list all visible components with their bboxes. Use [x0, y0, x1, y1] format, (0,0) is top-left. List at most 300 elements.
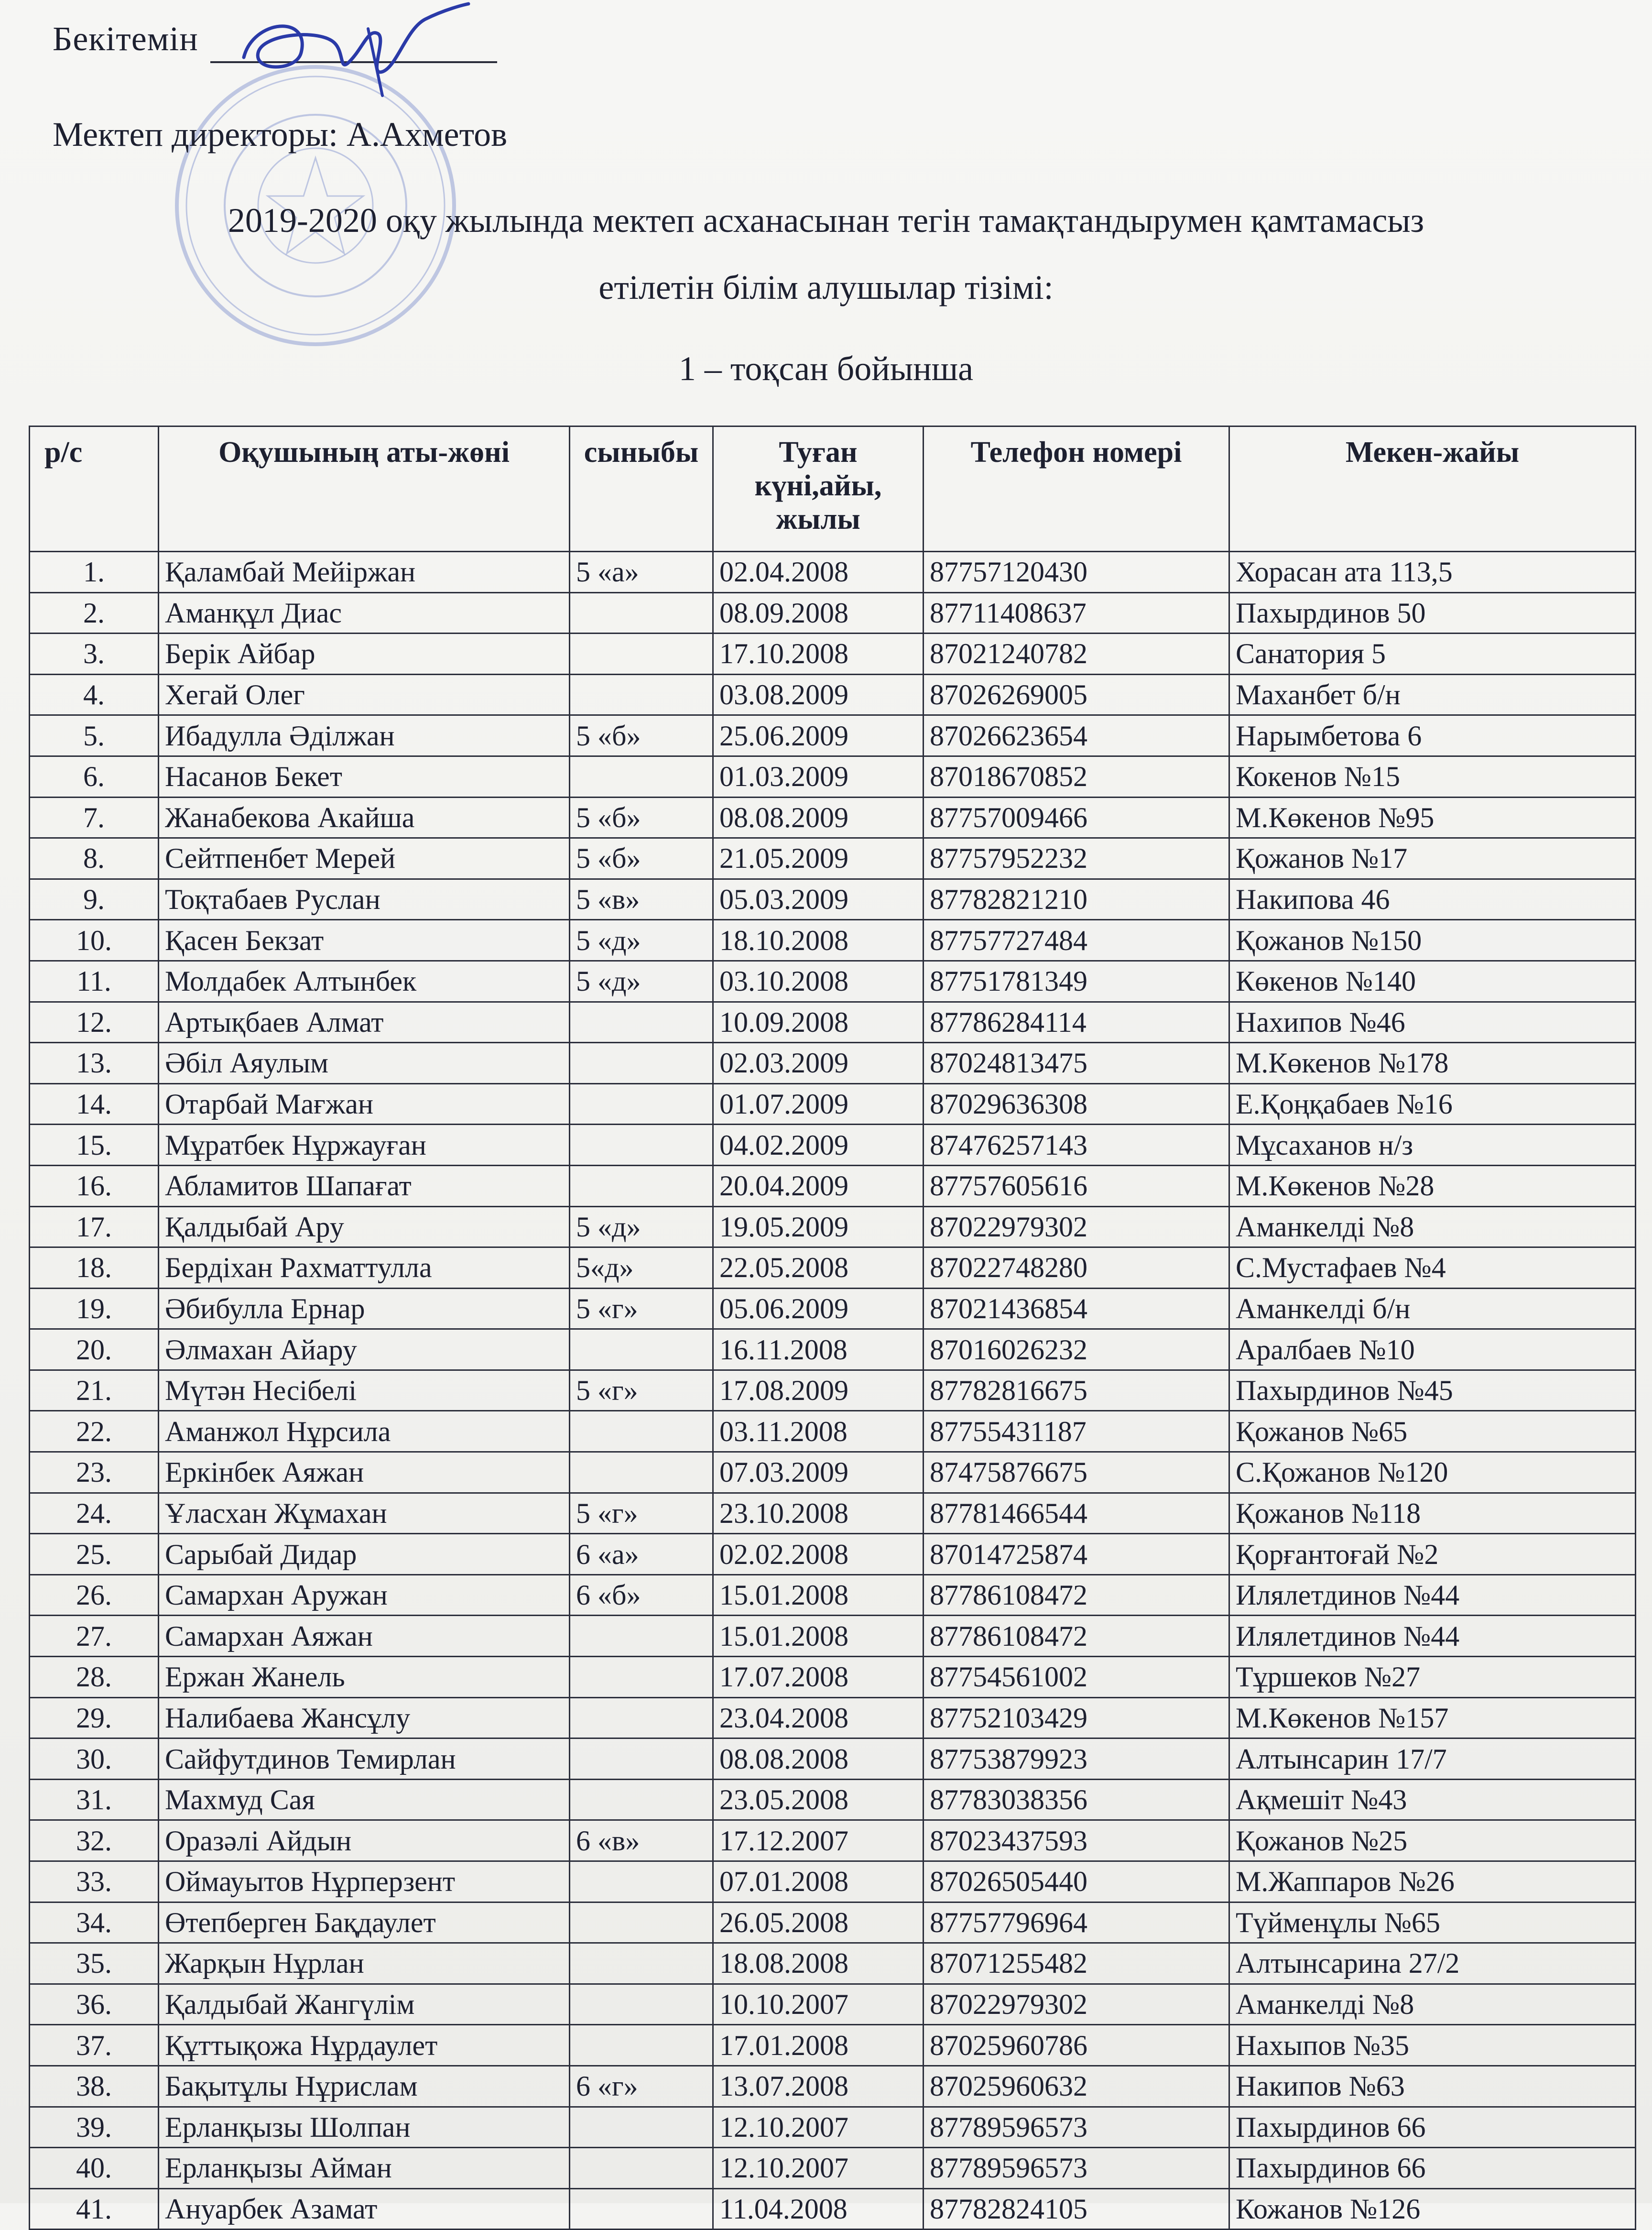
phone-number: 87071255482 [924, 1943, 1229, 1984]
student-name: Өтепберген Бақдаулет [159, 1902, 570, 1943]
table-row [30, 961, 1636, 1002]
phone-number: 87475876675 [924, 1452, 1229, 1493]
address: Қорғантоғай №2 [1229, 1534, 1636, 1575]
student-grade [570, 1697, 713, 1738]
address: С.Қожанов №120 [1229, 1452, 1636, 1493]
student-grade: 5 «б» [570, 797, 713, 838]
student-grade: 6 «а» [570, 1534, 713, 1575]
student-grade: 5 «г» [570, 1370, 713, 1411]
phone-number: 87757009466 [924, 797, 1229, 838]
birth-date: 17.12.2007 [713, 1820, 924, 1861]
table-row [30, 1697, 1636, 1738]
address: Аманкелді б/н [1229, 1288, 1636, 1329]
birth-date: 19.05.2009 [713, 1206, 924, 1247]
birth-date: 05.03.2009 [713, 879, 924, 920]
director-signature [225, 0, 473, 105]
table-row [30, 2107, 1636, 2148]
address: Түйменұлы №65 [1229, 1902, 1636, 1943]
birth-date: 04.02.2009 [713, 1125, 924, 1166]
student-name: Сайфутдинов Темирлан [159, 1738, 570, 1780]
phone-number: 87025960632 [924, 2066, 1229, 2107]
document-title: 2019-2020 оқу жылында мектеп асханасынан тегін тамақтандырумен қамтамасыз [228, 201, 1424, 240]
row-number: 30. [30, 1738, 159, 1780]
birth-date: 17.08.2009 [713, 1370, 924, 1411]
row-number: 17. [30, 1206, 159, 1247]
student-grade [570, 1411, 713, 1452]
phone-number: 87751781349 [924, 961, 1229, 1002]
student-grade: 5 «г» [570, 1493, 713, 1534]
phone-number: 87789596573 [924, 2107, 1229, 2148]
row-number: 26. [30, 1574, 159, 1616]
address: М.Көкенов №95 [1229, 797, 1636, 838]
student-grade: 6 «в» [570, 1820, 713, 1861]
phone-number: 87026623654 [924, 715, 1229, 756]
student-name: Аманқұл Диас [159, 592, 570, 634]
row-number: 11. [30, 961, 159, 1002]
student-grade [570, 1083, 713, 1125]
row-number: 15. [30, 1125, 159, 1166]
student-name: Насанов Бекет [159, 756, 570, 797]
address: Кокенов №15 [1229, 756, 1636, 797]
row-number: 36. [30, 1984, 159, 2025]
row-number: 29. [30, 1697, 159, 1738]
column-header-birthdate: Туған күні,айы, жылы [713, 426, 924, 552]
phone-number: 87757952232 [924, 838, 1229, 879]
row-number: 9. [30, 879, 159, 920]
student-grade [570, 1002, 713, 1043]
table-row [30, 756, 1636, 797]
row-number: 18. [30, 1247, 159, 1289]
phone-number: 87023437593 [924, 1820, 1229, 1861]
student-grade [570, 2107, 713, 2148]
students-table [29, 426, 1636, 2230]
column-header-name: Оқушының аты-жөні [159, 426, 570, 552]
row-number: 37. [30, 2025, 159, 2066]
address: Нахипов №46 [1229, 1002, 1636, 1043]
phone-number: 87757727484 [924, 920, 1229, 961]
phone-number: 87711408637 [924, 592, 1229, 634]
table-row [30, 1083, 1636, 1125]
birth-date: 01.03.2009 [713, 756, 924, 797]
row-number: 19. [30, 1288, 159, 1329]
column-header-number: р/с [30, 426, 159, 552]
phone-number: 87781466544 [924, 1493, 1229, 1534]
table-row [30, 2025, 1636, 2066]
row-number: 27. [30, 1616, 159, 1657]
row-number: 32. [30, 1820, 159, 1861]
birth-date: 21.05.2009 [713, 838, 924, 879]
student-grade: 5«д» [570, 1247, 713, 1289]
student-grade [570, 592, 713, 634]
birth-date: 01.07.2009 [713, 1083, 924, 1125]
phone-number: 87016026232 [924, 1329, 1229, 1370]
student-name: Мүтән Несібелі [159, 1370, 570, 1411]
student-grade: 5 «б» [570, 838, 713, 879]
address: Мұсаханов н/з [1229, 1125, 1636, 1166]
table-row [30, 1779, 1636, 1820]
student-grade: 5 «г» [570, 1288, 713, 1329]
student-grade [570, 674, 713, 715]
address: Алтынсарин 17/7 [1229, 1738, 1636, 1780]
student-grade: 5 «б» [570, 715, 713, 756]
table-row [30, 1452, 1636, 1493]
approval-label: Бекітемін [53, 20, 198, 58]
table-row [30, 1984, 1636, 2025]
address: Қожанов №65 [1229, 1411, 1636, 1452]
student-name: Берік Айбар [159, 634, 570, 675]
birth-date: 08.09.2008 [713, 592, 924, 634]
phone-number: 87757796964 [924, 1902, 1229, 1943]
student-grade [570, 1452, 713, 1493]
student-grade: 5 «д» [570, 961, 713, 1002]
row-number: 35. [30, 1943, 159, 1984]
student-grade: 5 «д» [570, 1206, 713, 1247]
address: Илялетдинов №44 [1229, 1574, 1636, 1616]
row-number: 38. [30, 2066, 159, 2107]
table-row [30, 1002, 1636, 1043]
student-name: Ержан Жанель [159, 1657, 570, 1698]
phone-number: 87754561002 [924, 1657, 1229, 1698]
birth-date: 22.05.2008 [713, 1247, 924, 1289]
student-name: Сарыбай Дидар [159, 1534, 570, 1575]
student-name: Жанабекова Акайша [159, 797, 570, 838]
student-grade [570, 2188, 713, 2230]
address: Көкенов №140 [1229, 961, 1636, 1002]
row-number: 25. [30, 1534, 159, 1575]
address: Қожанов №118 [1229, 1493, 1636, 1534]
birth-date: 15.01.2008 [713, 1574, 924, 1616]
table-row [30, 879, 1636, 920]
address: Кожанов №126 [1229, 2188, 1636, 2230]
student-grade: 5 «в» [570, 879, 713, 920]
phone-number: 87786108472 [924, 1616, 1229, 1657]
student-grade [570, 1043, 713, 1084]
column-header-address: Мекен-жайы [1229, 426, 1636, 552]
student-name: Ануарбек Азамат [159, 2188, 570, 2230]
birth-date: 10.09.2008 [713, 1002, 924, 1043]
row-number: 16. [30, 1165, 159, 1206]
student-name: Мұратбек Нұржауған [159, 1125, 570, 1166]
table-row [30, 2066, 1636, 2107]
row-number: 31. [30, 1779, 159, 1820]
table-row [30, 552, 1636, 593]
phone-number: 87025960786 [924, 2025, 1229, 2066]
birth-date: 16.11.2008 [713, 1329, 924, 1370]
row-number: 20. [30, 1329, 159, 1370]
table-row [30, 1574, 1636, 1616]
address: Ақмешіт №43 [1229, 1779, 1636, 1820]
table-body [30, 552, 1636, 2230]
phone-number: 87014725874 [924, 1534, 1229, 1575]
student-grade [570, 1329, 713, 1370]
phone-number: 87753879923 [924, 1738, 1229, 1780]
table-row [30, 1902, 1636, 1943]
birth-date: 05.06.2009 [713, 1288, 924, 1329]
birth-date: 03.11.2008 [713, 1411, 924, 1452]
phone-number: 87783038356 [924, 1779, 1229, 1820]
table-row [30, 1616, 1636, 1657]
student-grade: 6 «б» [570, 1574, 713, 1616]
table-row [30, 2148, 1636, 2189]
address: Пахырдинов 66 [1229, 2148, 1636, 2189]
table-row [30, 1288, 1636, 1329]
student-grade [570, 634, 713, 675]
student-name: Әбіл Аяулым [159, 1043, 570, 1084]
row-number: 10. [30, 920, 159, 961]
birth-date: 23.05.2008 [713, 1779, 924, 1820]
phone-number: 87757605616 [924, 1165, 1229, 1206]
birth-date: 07.03.2009 [713, 1452, 924, 1493]
student-grade [570, 1984, 713, 2025]
document-title-continued: етілетін білім алушылар тізімі: [598, 268, 1054, 306]
row-number: 2. [30, 592, 159, 634]
birth-date: 26.05.2008 [713, 1902, 924, 1943]
row-number: 8. [30, 838, 159, 879]
birth-date: 02.04.2008 [713, 552, 924, 593]
student-name: Әбибулла Ернар [159, 1288, 570, 1329]
student-name: Бердіхан Рахматтулла [159, 1247, 570, 1289]
table-row [30, 592, 1636, 634]
row-number: 24. [30, 1493, 159, 1534]
student-grade [570, 1943, 713, 1984]
phone-number: 87786108472 [924, 1574, 1229, 1616]
birth-date: 10.10.2007 [713, 1984, 924, 2025]
table-row [30, 1329, 1636, 1370]
row-number: 22. [30, 1411, 159, 1452]
address: М.Көкенов №28 [1229, 1165, 1636, 1206]
birth-date: 07.01.2008 [713, 1861, 924, 1902]
phone-number: 87786284114 [924, 1002, 1229, 1043]
table-row [30, 1165, 1636, 1206]
table-row [30, 1370, 1636, 1411]
birth-date: 18.08.2008 [713, 1943, 924, 1984]
student-name: Молдабек Алтынбек [159, 961, 570, 1002]
row-number: 3. [30, 634, 159, 675]
phone-number: 87789596573 [924, 2148, 1229, 2189]
table-row [30, 838, 1636, 879]
address: С.Мустафаев №4 [1229, 1247, 1636, 1289]
student-name: Отарбай Мағжан [159, 1083, 570, 1125]
student-name: Бақытұлы Нұрислам [159, 2066, 570, 2107]
table-row [30, 1043, 1636, 1084]
birth-date: 02.02.2008 [713, 1534, 924, 1575]
birth-date: 17.01.2008 [713, 2025, 924, 2066]
student-grade [570, 1779, 713, 1820]
phone-number: 87026269005 [924, 674, 1229, 715]
table-row [30, 1206, 1636, 1247]
address: Қожанов №25 [1229, 1820, 1636, 1861]
table-row [30, 715, 1636, 756]
address: Пахырдинов 50 [1229, 592, 1636, 634]
student-grade [570, 2025, 713, 2066]
table-row [30, 2188, 1636, 2230]
phone-number: 87021240782 [924, 634, 1229, 675]
row-number: 4. [30, 674, 159, 715]
table-row [30, 1411, 1636, 1452]
student-name: Хегай Олег [159, 674, 570, 715]
student-grade [570, 1657, 713, 1698]
row-number: 7. [30, 797, 159, 838]
row-number: 41. [30, 2188, 159, 2230]
row-number: 23. [30, 1452, 159, 1493]
table-row [30, 1861, 1636, 1902]
row-number: 40. [30, 2148, 159, 2189]
address: Аманкелді №8 [1229, 1206, 1636, 1247]
address: Накипов №63 [1229, 2066, 1636, 2107]
birth-date: 02.03.2009 [713, 1043, 924, 1084]
address: М.Көкенов №157 [1229, 1697, 1636, 1738]
address: Нахыпов №35 [1229, 2025, 1636, 2066]
row-number: 14. [30, 1083, 159, 1125]
row-number: 33. [30, 1861, 159, 1902]
student-name: Қалдыбай Жангүлім [159, 1984, 570, 2025]
phone-number: 87022748280 [924, 1247, 1229, 1289]
table-row [30, 1657, 1636, 1698]
birth-date: 20.04.2009 [713, 1165, 924, 1206]
table-header-row [30, 426, 1636, 552]
phone-number: 87022979302 [924, 1984, 1229, 2025]
address: Илялетдинов №44 [1229, 1616, 1636, 1657]
birth-date: 23.10.2008 [713, 1493, 924, 1534]
student-name: Ерланқызы Шолпан [159, 2107, 570, 2148]
phone-number: 87782821210 [924, 879, 1229, 920]
birth-date: 25.06.2009 [713, 715, 924, 756]
row-number: 6. [30, 756, 159, 797]
student-name: Қалдыбай Ару [159, 1206, 570, 1247]
birth-date: 15.01.2008 [713, 1616, 924, 1657]
phone-number: 87476257143 [924, 1125, 1229, 1166]
student-name: Абламитов Шапағат [159, 1165, 570, 1206]
birth-date: 03.08.2009 [713, 674, 924, 715]
student-name: Махмуд Сая [159, 1779, 570, 1820]
student-name: Оймауытов Нұрперзент [159, 1861, 570, 1902]
address: Қожанов №150 [1229, 920, 1636, 961]
table-row [30, 1247, 1636, 1289]
phone-number: 87021436854 [924, 1288, 1229, 1329]
student-name: Аманжол Нұрсила [159, 1411, 570, 1452]
table-row [30, 1534, 1636, 1575]
phone-number: 87024813475 [924, 1043, 1229, 1084]
student-grade: 5 «д» [570, 920, 713, 961]
student-grade [570, 756, 713, 797]
student-grade [570, 1165, 713, 1206]
table-row [30, 1820, 1636, 1861]
birth-date: 13.07.2008 [713, 2066, 924, 2107]
student-name: Еркінбек Аяжан [159, 1452, 570, 1493]
birth-date: 08.08.2008 [713, 1738, 924, 1780]
row-number: 5. [30, 715, 159, 756]
student-name: Ерланқызы Айман [159, 2148, 570, 2189]
phone-number: 87752103429 [924, 1697, 1229, 1738]
table-row [30, 674, 1636, 715]
row-number: 34. [30, 1902, 159, 1943]
row-number: 13. [30, 1043, 159, 1084]
table-row [30, 1493, 1636, 1534]
address: Пахырдинов 66 [1229, 2107, 1636, 2148]
student-grade: 5 «а» [570, 552, 713, 593]
phone-number: 87755431187 [924, 1411, 1229, 1452]
student-grade: 6 «г» [570, 2066, 713, 2107]
student-name: Әлмахан Айару [159, 1329, 570, 1370]
birth-date: 23.04.2008 [713, 1697, 924, 1738]
phone-number: 87757120430 [924, 552, 1229, 593]
table-row [30, 1125, 1636, 1166]
birth-date: 12.10.2007 [713, 2148, 924, 2189]
address: Тұршеков №27 [1229, 1657, 1636, 1698]
student-grade [570, 1738, 713, 1780]
student-name: Налибаева Жансұлу [159, 1697, 570, 1738]
student-grade [570, 1902, 713, 1943]
quarter-label: 1 – тоқсан бойынша [678, 350, 974, 388]
column-header-phone: Телефон номері [924, 426, 1229, 552]
student-grade [570, 1616, 713, 1657]
address: Маханбет б/н [1229, 674, 1636, 715]
student-name: Самархан Аяжан [159, 1616, 570, 1657]
address: Накипова 46 [1229, 879, 1636, 920]
phone-number: 87782824105 [924, 2188, 1229, 2230]
table-row [30, 634, 1636, 675]
student-name: Тоқтабаев Руслан [159, 879, 570, 920]
phone-number: 87782816675 [924, 1370, 1229, 1411]
address: Аралбаев №10 [1229, 1329, 1636, 1370]
address: Алтынсарина 27/2 [1229, 1943, 1636, 1984]
table-row [30, 920, 1636, 961]
address: М.Көкенов №178 [1229, 1043, 1636, 1084]
table-row [30, 797, 1636, 838]
table-row [30, 1943, 1636, 1984]
address: Қожанов №17 [1229, 838, 1636, 879]
birth-date: 17.07.2008 [713, 1657, 924, 1698]
birth-date: 18.10.2008 [713, 920, 924, 961]
address: Пахырдинов №45 [1229, 1370, 1636, 1411]
address: Е.Қоңқабаев №16 [1229, 1083, 1636, 1125]
column-header-grade: сыныбы [570, 426, 713, 552]
student-name: Ибадулла Әділжан [159, 715, 570, 756]
phone-number: 87022979302 [924, 1206, 1229, 1247]
row-number: 1. [30, 552, 159, 593]
phone-number: 87029636308 [924, 1083, 1229, 1125]
student-name: Самархан Аружан [159, 1574, 570, 1616]
birth-date: 17.10.2008 [713, 634, 924, 675]
student-name: Ұласхан Жұмахан [159, 1493, 570, 1534]
phone-number: 87018670852 [924, 756, 1229, 797]
birth-date: 03.10.2008 [713, 961, 924, 1002]
director-line: Мектеп директоры: А.Ахметов [53, 115, 508, 153]
student-name: Сейтпенбет Мерей [159, 838, 570, 879]
row-number: 12. [30, 1002, 159, 1043]
student-name: Құттықожа Нұрдаулет [159, 2025, 570, 2066]
address: Хорасан ата 113,5 [1229, 552, 1636, 593]
student-name: Қасен Бекзат [159, 920, 570, 961]
student-grade [570, 1125, 713, 1166]
student-grade [570, 1861, 713, 1902]
student-name: Жарқын Нұрлан [159, 1943, 570, 1984]
address: М.Жаппаров №26 [1229, 1861, 1636, 1902]
birth-date: 11.04.2008 [713, 2188, 924, 2230]
address: Аманкелді №8 [1229, 1984, 1636, 2025]
student-name: Қаламбай Мейіржан [159, 552, 570, 593]
row-number: 39. [30, 2107, 159, 2148]
student-grade [570, 2148, 713, 2189]
student-name: Артықбаев Алмат [159, 1002, 570, 1043]
student-name: Оразәлі Айдын [159, 1820, 570, 1861]
phone-number: 87026505440 [924, 1861, 1229, 1902]
table-row [30, 1738, 1636, 1780]
row-number: 28. [30, 1657, 159, 1698]
birth-date: 08.08.2009 [713, 797, 924, 838]
birth-date: 12.10.2007 [713, 2107, 924, 2148]
address: Нарымбетова 6 [1229, 715, 1636, 756]
